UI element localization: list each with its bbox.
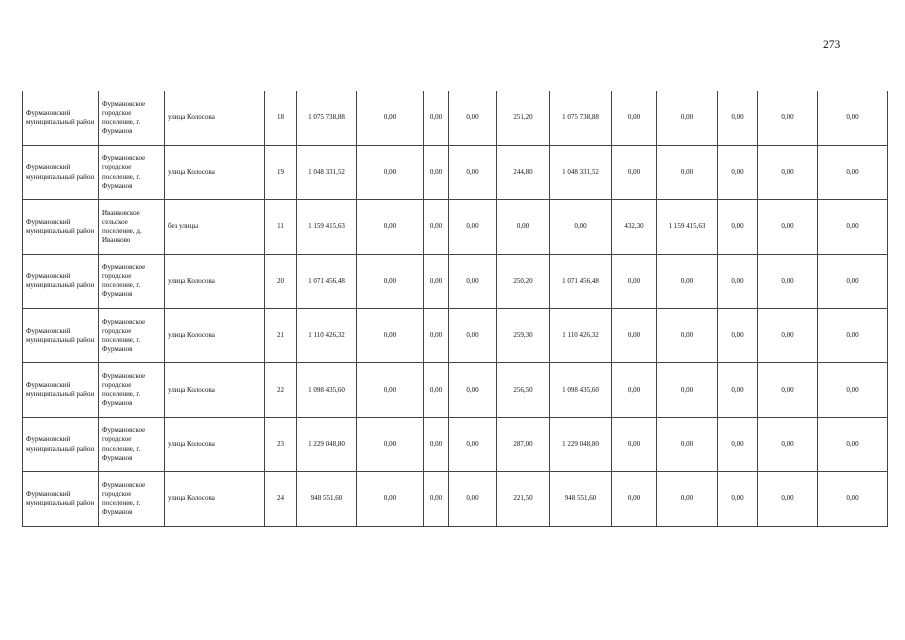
cost-col-2-cell: 0,00 [357, 145, 424, 199]
total-cost-cell: 1 159 415,63 [297, 200, 357, 254]
cost-col-11-cell: 0,00 [818, 363, 888, 417]
cost-col-2-cell: 0,00 [357, 254, 424, 308]
cost-col-2-cell: 0,00 [357, 363, 424, 417]
cost-col-3-cell: 0,00 [424, 145, 449, 199]
cost-col-2-cell: 0,00 [357, 472, 424, 526]
total-cost-cell: 1 229 048,80 [297, 417, 357, 471]
cost-col-9-cell: 0,00 [718, 363, 758, 417]
area-col-7-cell: 0,00 [612, 472, 657, 526]
cost-col-9-cell: 0,00 [718, 309, 758, 363]
area-col-5-cell: 250,20 [497, 254, 550, 308]
area-col-7-cell: 0,00 [612, 309, 657, 363]
house-number-cell: 21 [265, 309, 297, 363]
area-col-7-cell: 432,30 [612, 200, 657, 254]
house-number-cell: 11 [265, 200, 297, 254]
district-cell: Фурмановский муниципальный район [23, 309, 99, 363]
cost-col-6-cell: 948 551,60 [550, 472, 612, 526]
cost-col-6-cell: 1 071 456,48 [550, 254, 612, 308]
house-number-cell: 22 [265, 363, 297, 417]
area-col-7-cell: 0,00 [612, 417, 657, 471]
house-number-cell: 24 [265, 472, 297, 526]
page-number: 273 [823, 39, 841, 51]
cost-col-3-cell: 0,00 [424, 254, 449, 308]
street-cell: улица Колосова [165, 417, 265, 471]
total-cost-cell: 1 075 738,88 [297, 91, 357, 145]
table-row [23, 363, 888, 417]
cost-col-2-cell: 0,00 [357, 417, 424, 471]
cost-col-6-cell: 1 110 426,32 [550, 309, 612, 363]
district-cell: Фурмановский муниципальный район [23, 254, 99, 308]
district-cell: Фурмановский муниципальный район [23, 200, 99, 254]
cost-col-4-cell: 0,00 [449, 309, 497, 363]
cost-col-2-cell: 0,00 [357, 200, 424, 254]
cost-col-3-cell: 0,00 [424, 200, 449, 254]
total-cost-cell: 1 110 426,32 [297, 309, 357, 363]
cost-col-9-cell: 0,00 [718, 254, 758, 308]
area-col-7-cell: 0,00 [612, 91, 657, 145]
cost-col-6-cell: 1 098 435,60 [550, 363, 612, 417]
settlement-cell: Фурмановское городское поселение, г. Фурманов [99, 91, 165, 145]
cost-col-4-cell: 0,00 [449, 417, 497, 471]
cost-col-2-cell: 0,00 [357, 309, 424, 363]
cost-col-10-cell: 0,00 [758, 254, 818, 308]
area-col-5-cell: 0,00 [497, 200, 550, 254]
cost-col-10-cell: 0,00 [758, 145, 818, 199]
cost-col-6-cell: 0,00 [550, 200, 612, 254]
cost-col-8-cell: 0,00 [657, 91, 718, 145]
cost-col-4-cell: 0,00 [449, 472, 497, 526]
total-cost-cell: 1 071 456,48 [297, 254, 357, 308]
street-cell: улица Колосова [165, 472, 265, 526]
cost-col-9-cell: 0,00 [718, 200, 758, 254]
area-col-5-cell: 244,80 [497, 145, 550, 199]
cost-col-11-cell: 0,00 [818, 472, 888, 526]
cost-col-4-cell: 0,00 [449, 363, 497, 417]
cost-col-3-cell: 0,00 [424, 417, 449, 471]
cost-col-8-cell: 0,00 [657, 417, 718, 471]
street-cell: без улицы [165, 200, 265, 254]
cost-col-8-cell: 1 159 415,63 [657, 200, 718, 254]
total-cost-cell: 948 551,60 [297, 472, 357, 526]
house-number-cell: 18 [265, 91, 297, 145]
district-cell: Фурмановский муниципальный район [23, 417, 99, 471]
settlement-cell: Фурмановское городское поселение, г. Фурманов [99, 417, 165, 471]
cost-col-11-cell: 0,00 [818, 309, 888, 363]
cost-col-10-cell: 0,00 [758, 200, 818, 254]
settlement-cell: Фурмановское городское поселение, г. Фурманов [99, 363, 165, 417]
cost-col-10-cell: 0,00 [758, 363, 818, 417]
cost-col-11-cell: 0,00 [818, 91, 888, 145]
table-row [23, 200, 888, 254]
cost-col-11-cell: 0,00 [818, 200, 888, 254]
area-col-5-cell: 221,50 [497, 472, 550, 526]
cost-col-3-cell: 0,00 [424, 472, 449, 526]
district-cell: Фурмановский муниципальный район [23, 145, 99, 199]
house-number-cell: 23 [265, 417, 297, 471]
table-row [23, 417, 888, 471]
district-cell: Фурмановский муниципальный район [23, 363, 99, 417]
cost-col-3-cell: 0,00 [424, 363, 449, 417]
district-cell: Фурмановский муниципальный район [23, 91, 99, 145]
cost-col-6-cell: 1 048 331,52 [550, 145, 612, 199]
street-cell: улица Колосова [165, 363, 265, 417]
cost-col-8-cell: 0,00 [657, 472, 718, 526]
data-table [22, 91, 888, 527]
cost-col-9-cell: 0,00 [718, 472, 758, 526]
table-row [23, 309, 888, 363]
street-cell: улица Колосова [165, 145, 265, 199]
cost-col-2-cell: 0,00 [357, 91, 424, 145]
cost-col-6-cell: 1 075 738,88 [550, 91, 612, 145]
cost-col-10-cell: 0,00 [758, 309, 818, 363]
table-body [23, 91, 888, 526]
cost-col-9-cell: 0,00 [718, 145, 758, 199]
cost-col-11-cell: 0,00 [818, 145, 888, 199]
cost-col-8-cell: 0,00 [657, 363, 718, 417]
cost-col-4-cell: 0,00 [449, 254, 497, 308]
table-row [23, 145, 888, 199]
district-cell: Фурмановский муниципальный район [23, 472, 99, 526]
area-col-7-cell: 0,00 [612, 254, 657, 308]
cost-col-3-cell: 0,00 [424, 91, 449, 145]
area-col-5-cell: 256,50 [497, 363, 550, 417]
cost-col-6-cell: 1 229 048,80 [550, 417, 612, 471]
cost-col-8-cell: 0,00 [657, 309, 718, 363]
cost-col-9-cell: 0,00 [718, 91, 758, 145]
area-col-5-cell: 251,20 [497, 91, 550, 145]
settlement-cell: Иванковское сельское поселение, д. Иванково [99, 200, 165, 254]
table-row [23, 472, 888, 526]
cost-col-4-cell: 0,00 [449, 145, 497, 199]
area-col-5-cell: 259,30 [497, 309, 550, 363]
settlement-cell: Фурмановское городское поселение, г. Фурманов [99, 309, 165, 363]
settlement-cell: Фурмановское городское поселение, г. Фурманов [99, 254, 165, 308]
cost-col-10-cell: 0,00 [758, 417, 818, 471]
cost-col-10-cell: 0,00 [758, 472, 818, 526]
cost-col-10-cell: 0,00 [758, 91, 818, 145]
street-cell: улица Колосова [165, 309, 265, 363]
cost-col-8-cell: 0,00 [657, 145, 718, 199]
street-cell: улица Колосова [165, 254, 265, 308]
table-row [23, 91, 888, 145]
area-col-7-cell: 0,00 [612, 145, 657, 199]
cost-col-3-cell: 0,00 [424, 309, 449, 363]
house-number-cell: 19 [265, 145, 297, 199]
house-number-cell: 20 [265, 254, 297, 308]
total-cost-cell: 1 098 435,60 [297, 363, 357, 417]
cost-col-11-cell: 0,00 [818, 417, 888, 471]
area-col-7-cell: 0,00 [612, 363, 657, 417]
settlement-cell: Фурмановское городское поселение, г. Фурманов [99, 145, 165, 199]
total-cost-cell: 1 048 331,52 [297, 145, 357, 199]
cost-col-11-cell: 0,00 [818, 254, 888, 308]
table-row [23, 254, 888, 308]
cost-col-4-cell: 0,00 [449, 200, 497, 254]
cost-col-9-cell: 0,00 [718, 417, 758, 471]
cost-col-4-cell: 0,00 [449, 91, 497, 145]
street-cell: улица Колосова [165, 91, 265, 145]
area-col-5-cell: 287,00 [497, 417, 550, 471]
cost-col-8-cell: 0,00 [657, 254, 718, 308]
settlement-cell: Фурмановское городское поселение, г. Фурманов [99, 472, 165, 526]
